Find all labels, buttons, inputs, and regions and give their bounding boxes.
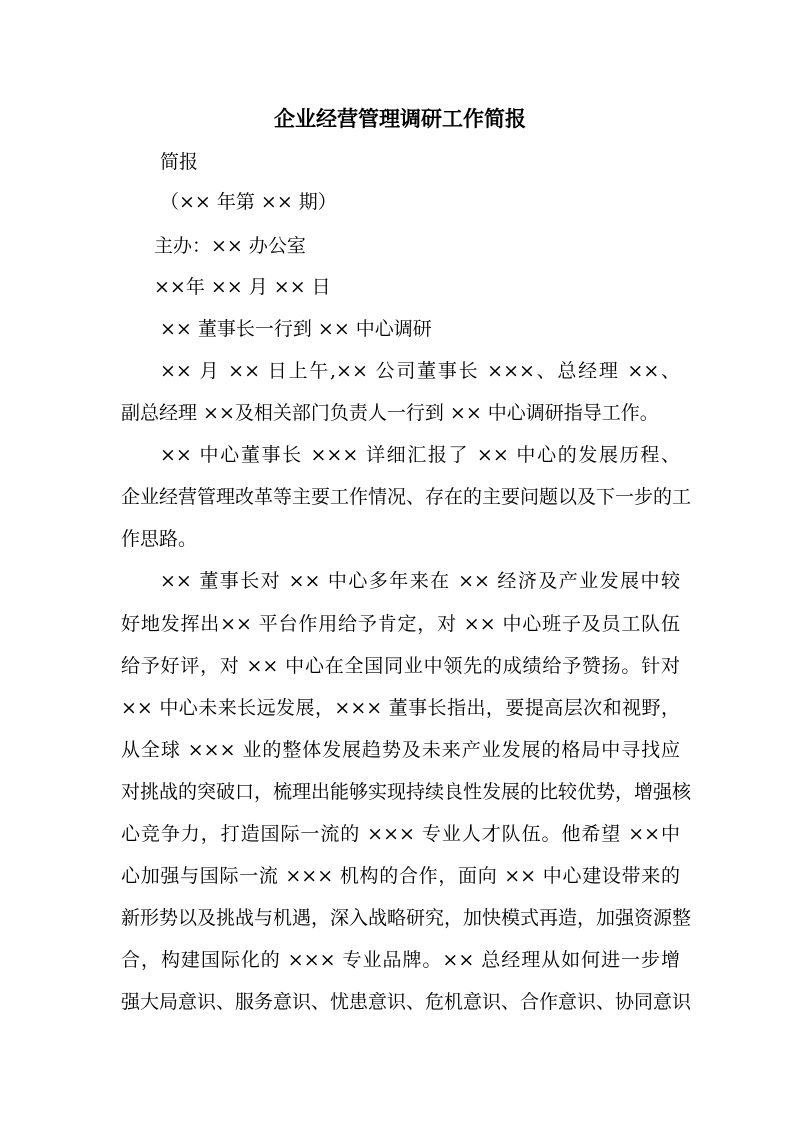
- label-line: 简报: [160, 151, 199, 173]
- issue-line: （×× 年第 ×× 期）: [160, 191, 337, 213]
- paragraph-line: 副总经理 ××及相关部门负责人一行到 ×× 中心调研指导工作。: [121, 402, 659, 424]
- paragraph-line: 心竞争力，打造国际一流的 ××× 专业人才队伍。他希望 ××中: [121, 823, 680, 845]
- paragraph-line: 心加强与国际一流 ××× 机构的合作，面向 ×× 中心建设带来的: [121, 865, 680, 887]
- paragraph-line: 新形势以及挑战与机遇，深入战略研究，加快模式再造，加强资源整: [121, 907, 692, 929]
- paragraph-line: ×× 董事长对 ×× 中心多年来在 ×× 经济及产业发展中较: [160, 570, 680, 592]
- paragraph-line: 作思路。: [121, 528, 198, 550]
- paragraph-line: ×× 中心董事长 ××× 详细汇报了 ×× 中心的发展历程、: [160, 444, 680, 466]
- paragraph-line: 给予好评，对 ×× 中心在全国同业中领先的成绩给予赞扬。针对: [121, 655, 680, 677]
- document-title: 企业经营管理调研工作简报: [274, 107, 526, 131]
- paragraph-line: 好地发挥出×× 平台作用给予肯定，对 ×× 中心班子及员工队伍: [121, 613, 680, 635]
- paragraph-line: 对挑战的突破口，梳理出能够实现持续良性发展的比较优势，增强核: [121, 781, 692, 803]
- paragraph-line: 合，构建国际化的 ××× 专业品牌。×× 总经理从如何进一步增: [121, 949, 680, 971]
- paragraph-line: 从全球 ××× 业的整体发展趋势及未来产业发展的格局中寻找应: [121, 739, 680, 761]
- date-line: ××年 ×× 月 ×× 日: [154, 276, 331, 298]
- host-line: 主办：×× 办公室: [154, 235, 306, 257]
- paragraph-line: 强大局意识、服务意识、忧患意识、危机意识、合作意识、协同意识: [121, 991, 692, 1013]
- headline-line: ×× 董事长一行到 ×× 中心调研: [160, 318, 432, 340]
- paragraph-line: 企业经营管理改革等主要工作情况、存在的主要问题以及下一步的工: [121, 486, 692, 508]
- paragraph-line: ×× 月 ×× 日上午,×× 公司董事长 ×××、总经理 ××、: [160, 360, 680, 382]
- paragraph-line: ×× 中心未来长远发展，××× 董事长指出，要提高层次和视野，: [121, 697, 680, 719]
